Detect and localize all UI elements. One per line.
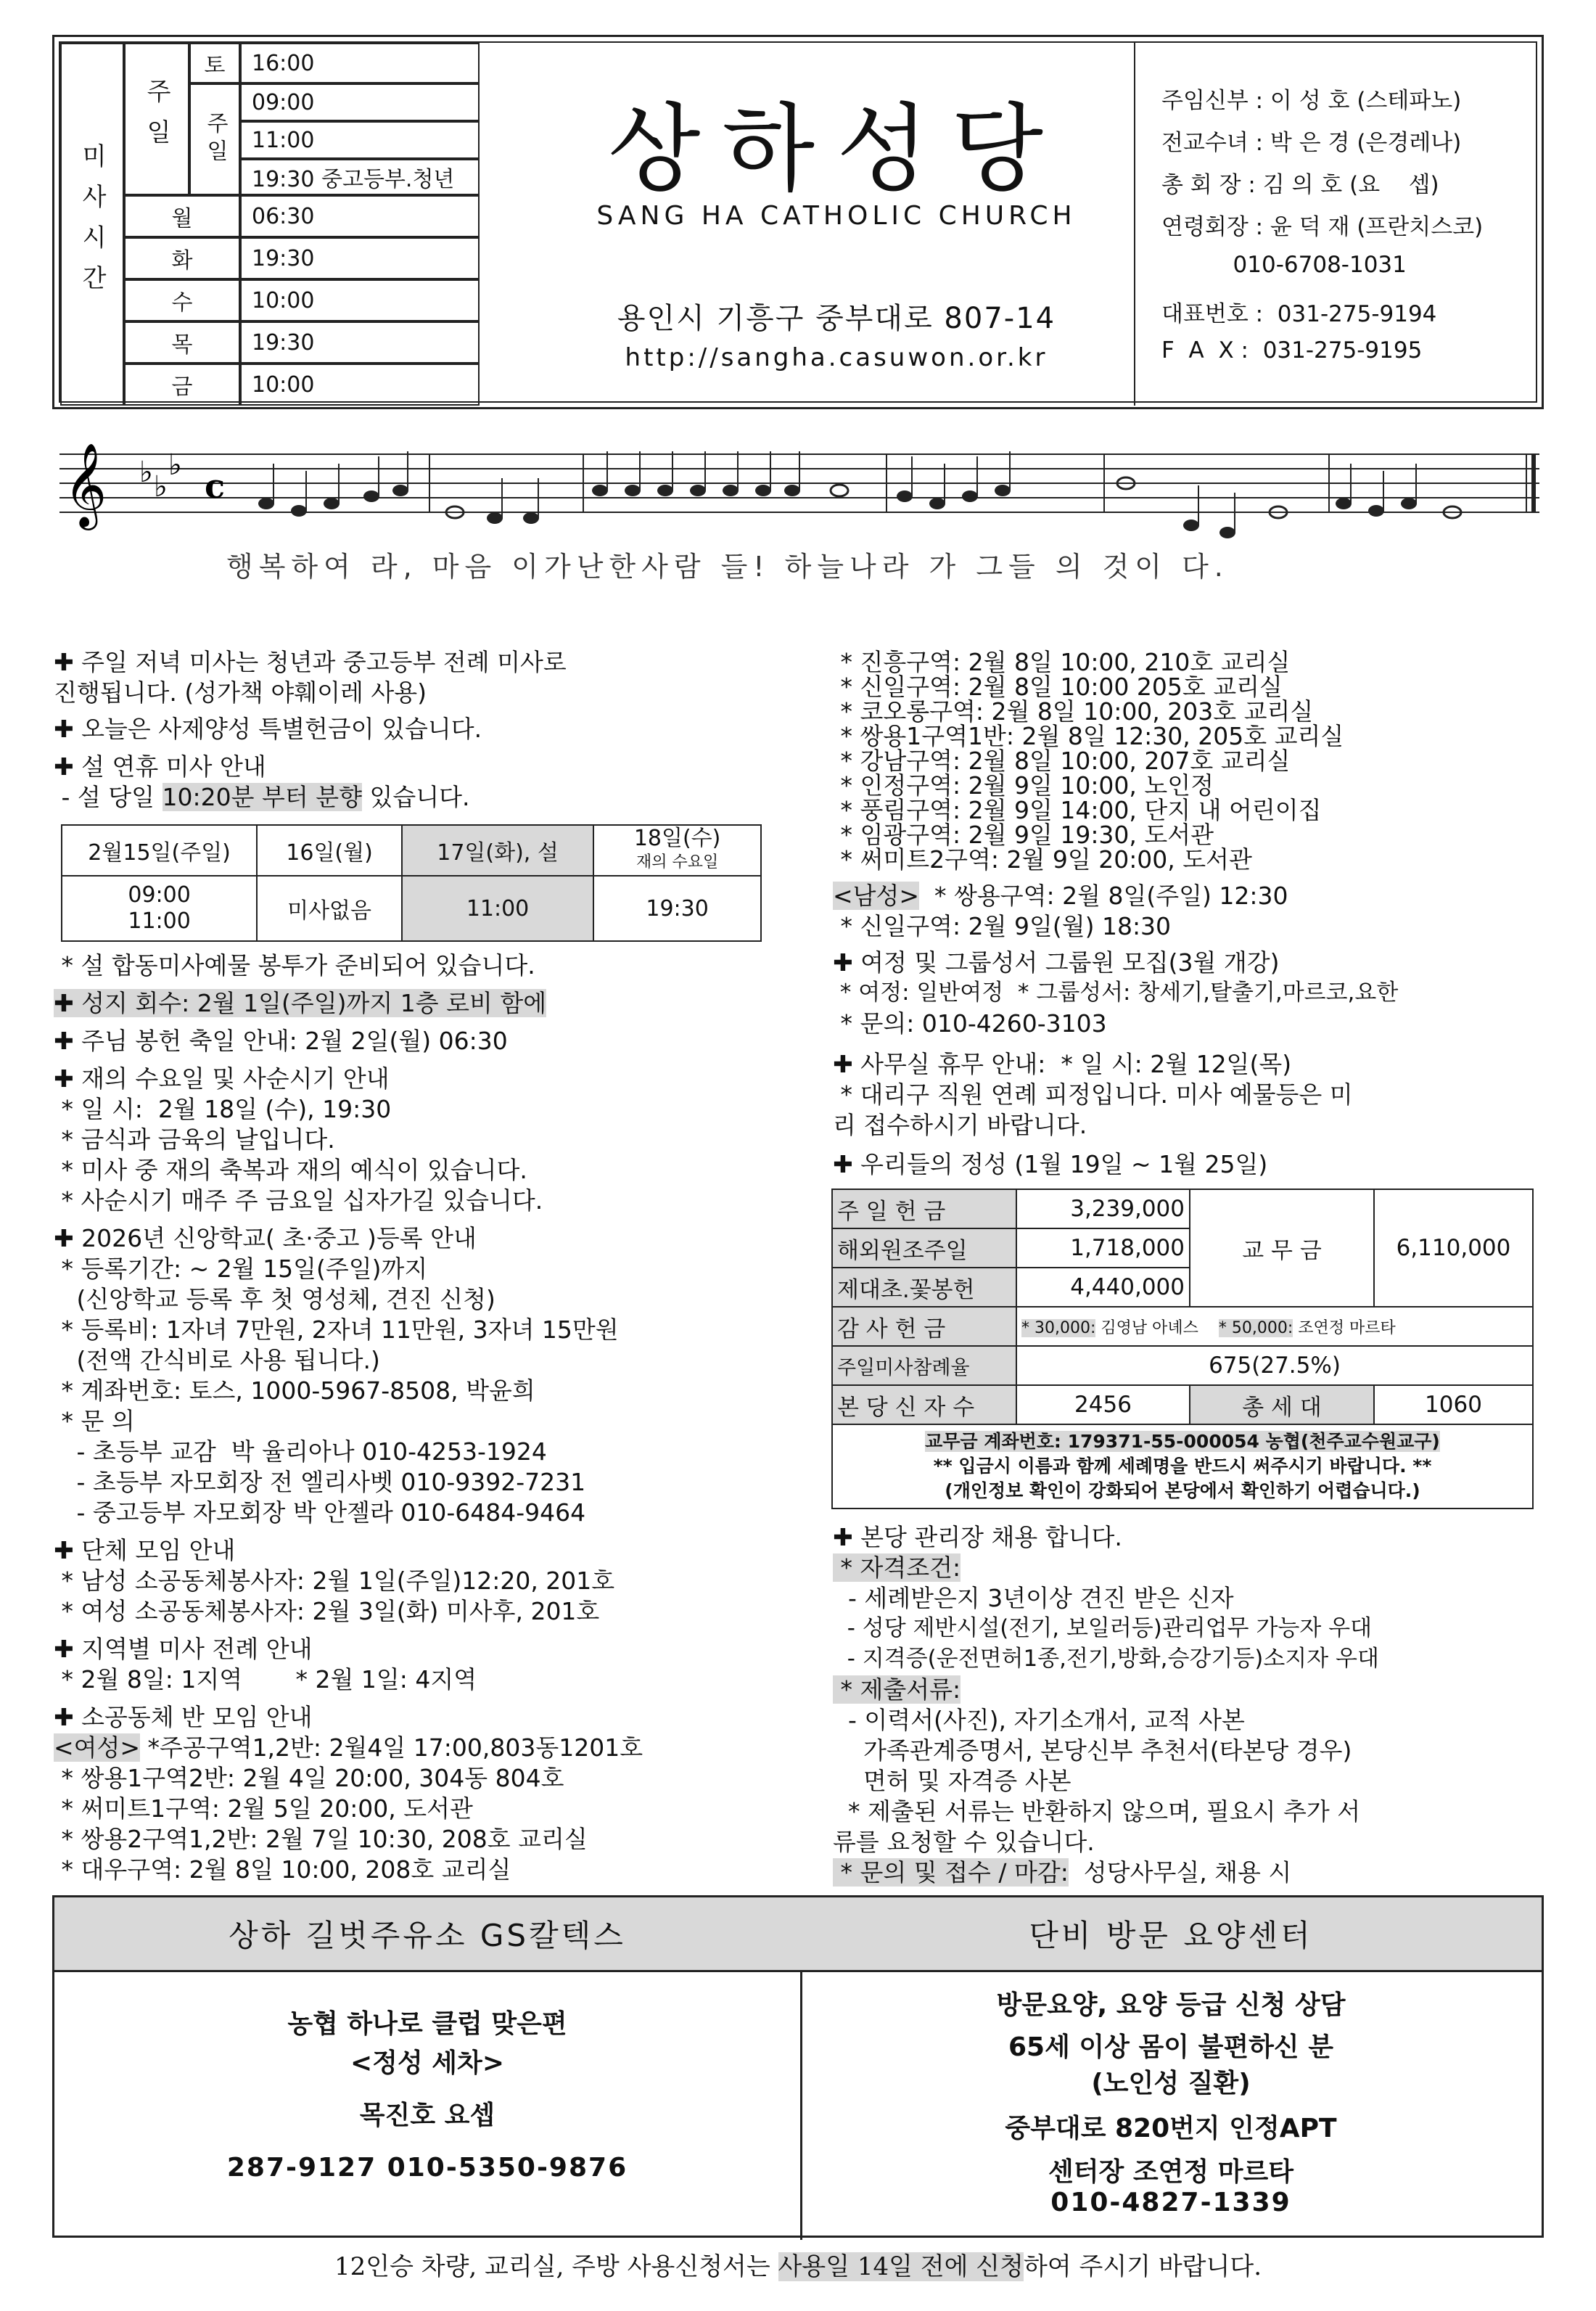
notice-line: ✚ 주일 저녁 미사는 청년과 중고등부 전례 미사로 bbox=[54, 648, 567, 676]
mass-time bbox=[240, 121, 480, 159]
notice-line bbox=[833, 881, 1288, 911]
notice-line: * 인정구역: 2월 9일 10:00, 노인정 bbox=[833, 771, 1214, 800]
day-text: 목 bbox=[171, 332, 193, 358]
text-span: 재의 수요일 bbox=[635, 853, 719, 871]
hymn-lyrics: 행복하여 라, 마음 이가난한사람 들! 하늘나라 가 그들 의 것이 다. bbox=[226, 551, 1229, 583]
notice-line: * 2월 8일: 1지역 * 2월 1일: 4지역 bbox=[54, 1665, 477, 1694]
notice-line bbox=[833, 1675, 961, 1704]
offering-label: 본 당 신 자 수 bbox=[832, 1385, 1016, 1424]
highlight-span: * 자격조건: bbox=[833, 1553, 961, 1582]
mass-day-tue bbox=[124, 237, 240, 279]
text-span: * 쌍용구역: 2월 8일(주일) 12:30 bbox=[919, 882, 1288, 910]
notice-line: * 남성 소공동체봉사자: 2월 1일(주일)12:20, 201호 bbox=[54, 1567, 615, 1595]
notice-line: * 등록기간: ~ 2월 15일(주일)까지 bbox=[54, 1255, 428, 1283]
svg-text:♭: ♭ bbox=[168, 448, 182, 482]
notice-line: * 사순시기 매주 주 금요일 십자가길 있습니다. bbox=[54, 1186, 543, 1215]
notice-line: * 설 합동미사예물 봉투가 준비되어 있습니다. bbox=[54, 951, 535, 980]
day-text: 주일 bbox=[202, 112, 228, 167]
staff-list bbox=[1134, 43, 1546, 406]
offering-label: 감 사 헌 금 bbox=[832, 1307, 1016, 1346]
text-span: 12인승 차량, 교리실, 주방 사용신청서는 bbox=[334, 2252, 778, 2281]
mass-time bbox=[240, 159, 480, 195]
offering-label: 교 무 금 bbox=[1190, 1189, 1374, 1307]
mass-day-thu bbox=[124, 321, 240, 364]
notice-line: - 초등부 교감 박 율리아나 010-4253-1924 bbox=[54, 1437, 547, 1466]
notice-line: * 미사 중 재의 축복과 재의 예식이 있습니다. bbox=[54, 1156, 527, 1184]
bank-note-text: ** 입금시 이름과 함께 세례명을 반드시 써주시기 바랍니다. ** bbox=[933, 1456, 1432, 1477]
text-span: 조연정 마르타 bbox=[1298, 1318, 1396, 1337]
highlight-span: ✚ 성지 회수: 2월 1일(주일)까지 1층 로비 함에 bbox=[54, 989, 547, 1017]
sunday-label bbox=[124, 43, 189, 195]
text-span: 09:00 bbox=[128, 882, 191, 908]
bank-account-text: 교무금 계좌번호: 179371-55-000054 농협(천주교수원교구) bbox=[925, 1431, 1440, 1452]
ad-right-body bbox=[800, 1970, 1542, 2240]
notice-line bbox=[54, 1733, 643, 1762]
mass-time bbox=[240, 279, 480, 321]
offering-value: 2456 bbox=[1016, 1385, 1190, 1424]
notice-line: ✚ 사무실 휴무 안내: * 일 시: 2월 12일(목) bbox=[833, 1050, 1292, 1078]
table-cell: 미사없음 bbox=[257, 876, 402, 941]
offering-value: 4,440,000 bbox=[1016, 1268, 1190, 1307]
mass-day-wed bbox=[124, 279, 240, 321]
ad-line: 65세 이상 몸이 불편하신 분 bbox=[1008, 2032, 1333, 2062]
table-header: 16일(월) bbox=[257, 825, 402, 876]
offering-label: 주 일 헌 금 bbox=[832, 1189, 1016, 1228]
time-text: 06:30 bbox=[252, 203, 315, 229]
sponsor-ads bbox=[52, 1895, 1544, 2238]
time-text: 10:00 bbox=[252, 372, 315, 398]
svg-text:c: c bbox=[205, 467, 226, 506]
day-text: 화 bbox=[171, 248, 193, 274]
notice-line: ✚ 2026년 신앙학교( 초·중고 )등록 안내 bbox=[54, 1224, 477, 1252]
ad-line: (노인성 질환) bbox=[1091, 2069, 1251, 2098]
ad-left-body bbox=[54, 1970, 802, 2240]
header-inner bbox=[59, 41, 1537, 403]
notice-line: * 계좌번호: 토스, 1000-5967-8508, 박윤희 bbox=[54, 1376, 535, 1405]
notice-line: * 임광구역: 2월 9일 19:30, 도서관 bbox=[833, 821, 1214, 849]
time-text: 16:00 bbox=[252, 50, 315, 76]
mass-time-label bbox=[60, 43, 124, 406]
notice-line: * 신일구역: 2월 8일 10:00 205호 교리실 bbox=[833, 673, 1283, 701]
mass-time-label-text: 미사시간 bbox=[77, 143, 107, 305]
notice-line: - 초등부 자모회장 전 엘리사벳 010-9392-7231 bbox=[54, 1468, 586, 1496]
staff-row: F A X : 031-275-9195 bbox=[1161, 337, 1423, 364]
notice-line: ✚ 설 연휴 미사 안내 bbox=[54, 752, 266, 781]
time-text: 10:00 bbox=[252, 287, 315, 313]
notice-line: ✚ 소공동체 반 모임 안내 bbox=[54, 1703, 313, 1731]
text-span: 18일(수) bbox=[633, 825, 721, 851]
notice-line: * 대우구역: 2월 8일 10:00, 208호 교리실 bbox=[54, 1855, 511, 1884]
table-header: 17일(화), 설 bbox=[402, 825, 593, 876]
notice-line: * 코오롱구역: 2월 8일 10:00, 203호 교리실 bbox=[833, 697, 1314, 726]
notice-line: * 제출된 서류는 반환하지 않으며, 필요시 추가 서 bbox=[833, 1797, 1361, 1826]
offering-value: 3,239,000 bbox=[1016, 1189, 1190, 1228]
text-span: * 50,000: bbox=[1218, 1318, 1293, 1337]
mass-day-fri bbox=[124, 364, 240, 406]
notice-line: - 중고등부 자모회장 박 안젤라 010-6484-9464 bbox=[54, 1498, 586, 1527]
svg-text:♭: ♭ bbox=[139, 456, 153, 489]
notice-line: * 대리구 직원 연례 피정입니다. 미사 예물등은 미 bbox=[833, 1080, 1353, 1109]
offering-value: 1060 bbox=[1374, 1385, 1533, 1424]
offering-value: 675(27.5%) bbox=[1016, 1346, 1533, 1385]
church-url[interactable]: http://sangha.casuwon.or.kr bbox=[625, 343, 1048, 372]
day-text: 수 bbox=[171, 290, 193, 316]
notice-line: * 쌍용1구역1반: 2월 8일 12:30, 205호 교리실 bbox=[833, 722, 1344, 750]
highlight-span: 10:20분 부터 분향 bbox=[162, 783, 362, 811]
mass-time bbox=[240, 195, 480, 237]
time-text: 19:30 bbox=[252, 329, 315, 356]
offering-label: 해외원조주일 bbox=[832, 1228, 1016, 1268]
notice-line: ✚ 지역별 미사 전례 안내 bbox=[54, 1635, 313, 1663]
ad-line: 목진호 요셉 bbox=[359, 2101, 495, 2130]
bank-note-text: (개인정보 확인이 강화되어 본당에서 확인하기 어렵습니다.) bbox=[945, 1480, 1420, 1501]
ad-right-title: 단비 방문 요양센터 bbox=[800, 1897, 1542, 1972]
treble-clef-icon: 𝄞 bbox=[64, 442, 107, 527]
time-text: 11:00 bbox=[252, 127, 315, 153]
mass-time bbox=[240, 237, 480, 279]
table-cell: 11:00 bbox=[402, 876, 593, 941]
mass-day-sat bbox=[189, 43, 240, 83]
ad-line: 방문요양, 요양 등급 신청 상담 bbox=[996, 1990, 1346, 2020]
notice-line: * 여정: 일반여정 * 그룹성서: 창세기,탈출기,마르코,요한 bbox=[833, 980, 1399, 1006]
table-header: 2월15일(주일) bbox=[62, 825, 257, 876]
mass-time bbox=[240, 43, 480, 83]
ad-line: 중부대로 820번지 인정APT bbox=[1005, 2114, 1337, 2143]
notice-line: * 강남구역: 2월 8일 10:00, 207호 교리실 bbox=[833, 747, 1291, 775]
notice-line: ✚ 단체 모임 안내 bbox=[54, 1536, 236, 1564]
notice-line: (신앙학교 등록 후 첫 영성체, 견진 신청) bbox=[54, 1285, 495, 1313]
text-span: * 30,000: bbox=[1021, 1318, 1096, 1337]
notice-line: - 세례받은지 3년이상 견진 받은 신자 bbox=[833, 1584, 1234, 1612]
highlight-span: 사용일 14일 전에 신청 bbox=[778, 2252, 1024, 2281]
notice-line: 가족관계증명서, 본당신부 추천서(타본당 경우) bbox=[833, 1736, 1352, 1765]
bank-info bbox=[832, 1424, 1533, 1508]
notice-line: 리 접수하시기 바랍니다. bbox=[833, 1111, 1087, 1139]
notice-line: * 등록비: 1자녀 7만원, 2자녀 11만원, 3자녀 15만원 bbox=[54, 1315, 619, 1344]
church-address: 용인시 기흥구 중부대로 807-14 bbox=[617, 302, 1056, 335]
offering-table bbox=[831, 1189, 1534, 1509]
hymn-staff bbox=[59, 424, 1539, 591]
notice-line: * 문 의 bbox=[54, 1407, 135, 1435]
day-text: 월 bbox=[171, 206, 193, 231]
ad-phone: 287-9127 010-5350-9876 bbox=[226, 2153, 628, 2183]
text-span: 하여 주시기 바랍니다. bbox=[1024, 2252, 1262, 2281]
notice-line: - 지격증(운전면허1종,전기,방화,승강기등)소지자 우대 bbox=[833, 1646, 1379, 1672]
svg-text:♭: ♭ bbox=[154, 470, 168, 504]
staff-row: 연령회장 : 윤 덕 재 (프란치스코) bbox=[1161, 214, 1484, 240]
staff-row: 010-6708-1031 bbox=[1161, 252, 1407, 278]
notice-line: ✚ 여정 및 그룹성서 그룹원 모집(3월 개강) bbox=[833, 948, 1280, 977]
notice-line: ✚ 재의 수요일 및 사순시기 안내 bbox=[54, 1064, 390, 1093]
notice-line: * 일 시: 2월 18일 (수), 19:30 bbox=[54, 1095, 392, 1123]
offering-label: 제대초.꽃봉헌 bbox=[832, 1268, 1016, 1307]
ad-line: 센터장 조연정 마르타 bbox=[1048, 2157, 1294, 2187]
mass-day-sunday bbox=[189, 83, 240, 195]
time-text: 09:00 bbox=[252, 89, 315, 115]
mass-day-mon bbox=[124, 195, 240, 237]
offering-label: 총 세 대 bbox=[1190, 1385, 1374, 1424]
table-cell bbox=[62, 876, 257, 941]
notice-line: ✚ 본당 관리장 채용 합니다. bbox=[833, 1523, 1122, 1551]
ad-phone: 010-4827-1339 bbox=[1050, 2188, 1291, 2217]
mass-time bbox=[240, 83, 480, 121]
staff-row: 주임신부 : 이 성 호 (스테파노) bbox=[1161, 88, 1462, 114]
notice-line bbox=[833, 1858, 1291, 1887]
day-text: 토 bbox=[204, 53, 226, 78]
notice-line: ✚ 주님 봉헌 축일 안내: 2월 2일(월) 06:30 bbox=[54, 1027, 508, 1055]
notice-line: * 문의: 010-4260-3103 bbox=[833, 1009, 1107, 1038]
time-text: 19:30 중고등부.청년 bbox=[252, 167, 455, 192]
notice-line: * 쌍용1구역2반: 2월 4일 20:00, 304동 804호 bbox=[54, 1764, 564, 1792]
table-header bbox=[593, 825, 761, 876]
highlight-span: <여성> bbox=[54, 1733, 141, 1762]
offering-label: 주일미사참례율 bbox=[832, 1346, 1016, 1385]
notice-line bbox=[54, 988, 546, 1018]
notice-line: * 써미트1구역: 2월 5일 20:00, 도서관 bbox=[54, 1794, 473, 1823]
holiday-mass-table bbox=[61, 824, 762, 942]
notice-line: - 성당 제반시설(전기, 보일러등)관리업무 가능자 우대 bbox=[833, 1615, 1373, 1641]
staff-row: 대표번호 : 031-275-9194 bbox=[1161, 301, 1437, 327]
day-text: 금 bbox=[171, 374, 193, 400]
notice-line: * 진흥구역: 2월 8일 10:00, 210호 교리실 bbox=[833, 648, 1291, 676]
music-notes bbox=[258, 451, 1461, 538]
mass-time bbox=[240, 364, 480, 406]
text-span: 있습니다. bbox=[362, 783, 470, 811]
sunday-label-text: 주일 bbox=[141, 78, 171, 160]
notice-line: * 금식과 금육의 날입니다. bbox=[54, 1125, 335, 1154]
highlight-span: * 제출서류: bbox=[833, 1675, 961, 1704]
notice-line: ✚ 우리들의 정성 (1월 19일 ~ 1월 25일) bbox=[833, 1150, 1268, 1178]
offering-value: 1,718,000 bbox=[1016, 1228, 1190, 1268]
ad-line: <정성 세차> bbox=[350, 2048, 504, 2078]
text-span: 김영남 아녜스 bbox=[1101, 1318, 1198, 1337]
offering-value: 6,110,000 bbox=[1374, 1189, 1533, 1307]
highlight-span: * 문의 및 접수 / 마감: bbox=[833, 1858, 1069, 1887]
notice-line: 면허 및 자격증 사본 bbox=[833, 1767, 1071, 1795]
church-english-name: SANG HA CATHOLIC CHURCH bbox=[596, 201, 1077, 231]
table-cell: 19:30 bbox=[593, 876, 761, 941]
notice-line: * 신일구역: 2월 9일(월) 18:30 bbox=[833, 912, 1172, 940]
time-text: 19:30 bbox=[252, 245, 315, 271]
text-span: - 설 당일 bbox=[54, 783, 163, 811]
text-span: 성당사무실, 채용 시 bbox=[1068, 1858, 1292, 1887]
mass-time bbox=[240, 321, 480, 364]
church-title: 상하성당 bbox=[607, 94, 1066, 205]
notice-line: (전액 간식비로 사용 됩니다.) bbox=[54, 1346, 380, 1374]
notice-line: - 이력서(사진), 자기소개서, 교적 사본 bbox=[833, 1706, 1245, 1734]
notice-line: ✚ 오늘은 사제양성 특별헌금이 있습니다. bbox=[54, 715, 482, 743]
staff-row: 전교수녀 : 박 은 경 (은경레나) bbox=[1161, 130, 1462, 156]
offering-value bbox=[1016, 1307, 1533, 1346]
bulletin-header bbox=[52, 35, 1544, 409]
text-span: 11:00 bbox=[128, 908, 191, 934]
ad-line: 농협 하나로 클럽 맞은편 bbox=[287, 2009, 567, 2039]
ad-left-title: 상하 길벗주유소 GS칼텍스 bbox=[54, 1897, 802, 1972]
footer-note bbox=[52, 2246, 1544, 2282]
notice-line: * 써미트2구역: 2월 9일 20:00, 도서관 bbox=[833, 845, 1252, 874]
highlight-span: <남성> bbox=[833, 882, 920, 910]
music-notation bbox=[59, 424, 1539, 591]
notice-line bbox=[54, 782, 470, 812]
notice-line: 진행됩니다. (성가책 야훼이레 사용) bbox=[54, 678, 427, 707]
notice-line: * 쌍용2구역1,2반: 2월 7일 10:30, 208호 교리실 bbox=[54, 1825, 588, 1853]
notice-line: * 풍림구역: 2월 9일 14:00, 단지 내 어린이집 bbox=[833, 796, 1322, 824]
notice-line: 류를 요청할 수 있습니다. bbox=[833, 1828, 1095, 1856]
notice-line bbox=[833, 1553, 961, 1583]
staff-row: 총 회 장 : 김 의 호 (요 셉) bbox=[1161, 172, 1439, 198]
notice-line: * 여성 소공동체봉사자: 2월 3일(화) 미사후, 201호 bbox=[54, 1597, 600, 1625]
text-span: *주공구역1,2반: 2월4일 17:00,803동1201호 bbox=[140, 1733, 643, 1762]
